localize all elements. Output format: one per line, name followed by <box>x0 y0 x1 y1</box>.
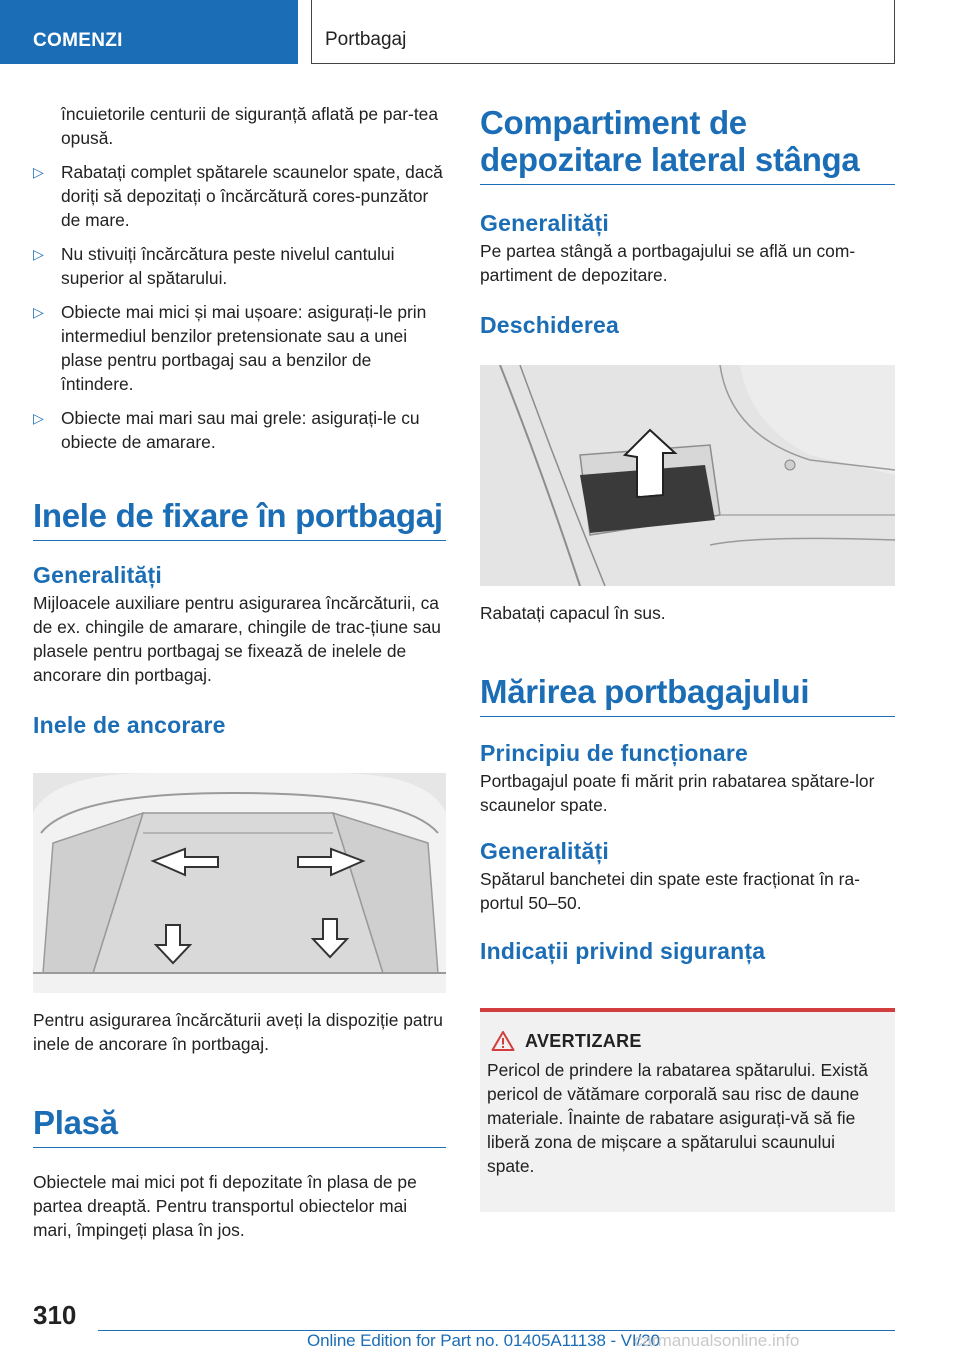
edition-text: Online Edition for Part no. 01405A11138 - VI/20 <box>307 1331 660 1350</box>
chapter-label: Portbagaj <box>325 29 407 50</box>
plasa-title: Plasă <box>33 1104 446 1148</box>
indicatii-heading: Indicații privind siguranța <box>480 938 766 964</box>
marire-general-heading: Generalități <box>480 838 609 864</box>
section-label: COMENZI <box>33 30 123 51</box>
anchoring-rings-figure <box>33 773 446 993</box>
warning-triangle-icon <box>491 1030 515 1052</box>
plasa-text: Obiectele mai mici pot fi depozitate în plasa de pe partea dreaptă. Pentru transportul obiectelor mai mari, împingeți plasa în jos. <box>33 1172 417 1240</box>
list-item: ▷ Nu stivuiți încărcătura peste nivelul cantului superior al spătarului. <box>33 244 395 288</box>
triangle-bullet-icon: ▷ <box>33 164 44 180</box>
warning-label: AVERTIZARE <box>525 1030 642 1051</box>
deschiderea-caption: Rabatați capacul în sus. <box>480 603 666 623</box>
inele-general-text: Mijloacele auxiliare pentru asigurarea încărcăturii, ca de ex. chingile de amarare, chingile de trac-țiune sau plasele pentru portbagaj se fixează de inelele de ancorare din portbagaj. <box>33 593 441 685</box>
compartiment-general-heading: Generalități <box>480 210 609 236</box>
deschiderea-heading: Deschiderea <box>480 312 619 338</box>
section-tab <box>0 0 298 64</box>
ancorare-caption-block <box>33 1008 446 1056</box>
chapter-header <box>311 0 895 64</box>
list-item: ▷ Obiecte mai mari sau mai grele: asigurați-le cu obiecte de amarare. <box>33 408 420 452</box>
compartiment-title: Compartiment de depozitare lateral stânga <box>480 104 895 185</box>
compartiment-section <box>480 104 895 339</box>
inele-section <box>33 497 446 739</box>
warning-header <box>487 1030 887 1052</box>
warning-box <box>480 1008 895 1212</box>
ancorare-heading: Inele de ancorare <box>33 712 226 738</box>
inele-general-heading: Generalități <box>33 562 162 588</box>
storage-compartment-figure <box>480 365 895 586</box>
triangle-bullet-icon: ▷ <box>33 304 44 320</box>
ancorare-caption: Pentru asigurarea încărcăturii aveți la dispoziție patru inele de ancorare în portbagaj. <box>33 1010 443 1054</box>
list-item: ▷ Rabatați complet spătarele scaunelor spate, dacă doriți să depozitați o încărcătură cores-punzător de mare. <box>33 162 443 230</box>
principiu-heading: Principiu de funcționare <box>480 740 749 766</box>
triangle-bullet-icon: ▷ <box>33 410 44 426</box>
compartiment-general-text: Pe partea stângă a portbagajului se află un com-partiment de depozitare. <box>480 241 856 285</box>
watermark: carmanualsonline.info <box>634 1331 800 1350</box>
warning-text: Pericol de prindere la rabatarea spătarului. Există pericol de vătămare corporală sau risc de daune materiale. Înainte de rabatare asigurați-vă să fie liberă zona de mișcare a spătarului scaunului spate. <box>487 1060 868 1176</box>
marire-section <box>480 673 895 965</box>
plasa-section <box>33 1104 446 1242</box>
deschiderea-caption-block <box>480 601 895 625</box>
marire-title: Mărirea portbagajului <box>480 673 895 717</box>
left-column-top <box>33 102 446 464</box>
marire-general-text: Spătarul banchetei din spate este fracționat în ra-portul 50–50. <box>480 869 860 913</box>
principiu-text: Portbagajul poate fi mărit prin rabatarea spătare-lor scaunelor spate. <box>480 771 875 815</box>
page-number: 310 <box>33 1300 77 1330</box>
intro-continuation: încuietorile centurii de siguranță aflată pe par-tea opusă. <box>61 104 439 148</box>
bullet-list <box>33 160 446 454</box>
list-item: ▷ Obiecte mai mici și mai ușoare: asigurați-le prin intermediul benzilor pretensionate sau a unei plase pentru portbagaj sau a benzilor de întindere. <box>33 302 427 394</box>
inele-title: Inele de fixare în portbagaj <box>33 497 446 541</box>
triangle-bullet-icon: ▷ <box>33 246 44 262</box>
